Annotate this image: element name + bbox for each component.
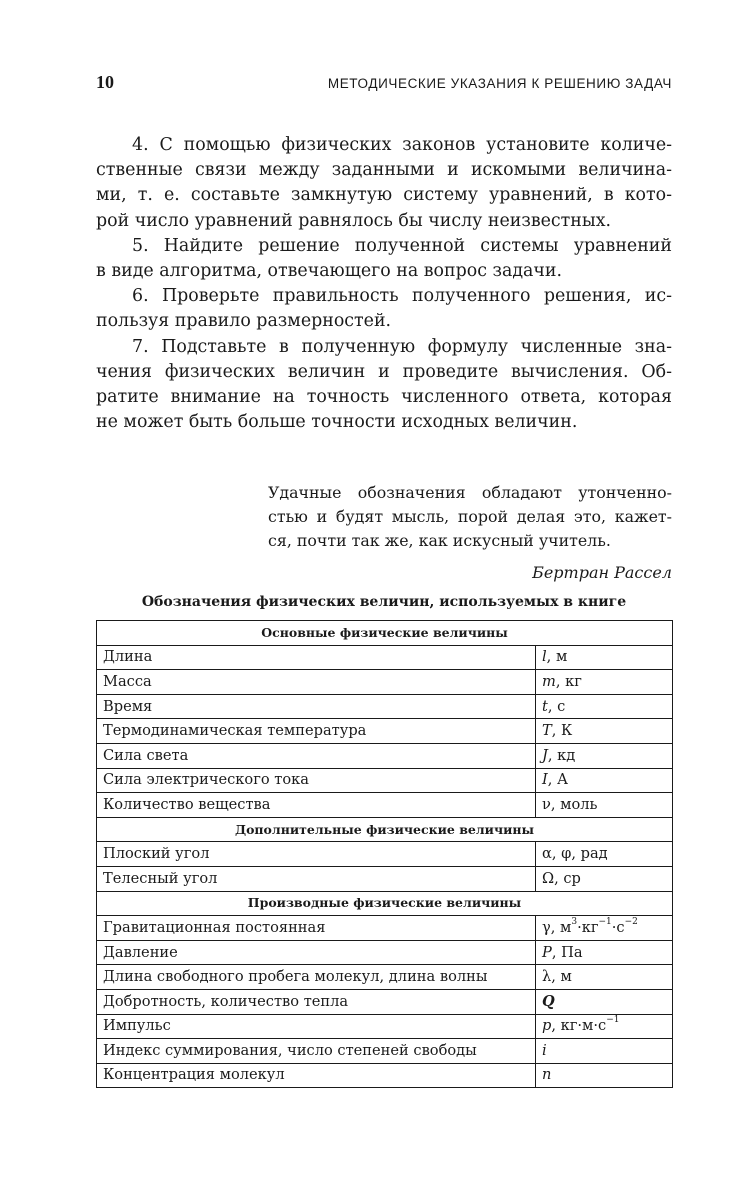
quantity-symbol [536,989,673,1014]
table-row [97,743,673,768]
quantity-name: Индекс суммирования, число степеней свободы [97,1039,536,1064]
table-row [97,989,673,1014]
quantity-name: Гравитационная постоянная [97,916,536,941]
quantity-symbol [536,1014,673,1039]
symbol: m [542,672,556,690]
table-row [97,940,673,965]
symbol: T [542,722,552,740]
quantity-name: Длина [97,645,536,670]
symbol: I [542,771,548,789]
text-line: в виде алгоритма, отвечающего на вопрос задачи. [96,261,563,282]
quantity-name: Сила электрического тока [97,768,536,793]
table-row [97,768,673,793]
quantity-symbol [536,1039,673,1064]
symbol: i [542,1041,547,1059]
quantity-name: Сила света [97,743,536,768]
unit: , м [551,968,572,986]
table-row [97,645,673,670]
quantity-name: Время [97,694,536,719]
table-row [97,793,673,818]
running-title: МЕТОДИЧЕСКИЕ УКАЗАНИЯ К РЕШЕНИЮ ЗАДАЧ [327,76,672,91]
unit: , кд [547,746,576,764]
exponent: −1 [606,1015,620,1026]
unit: , кг·м·с [551,1017,607,1035]
table-row [97,719,673,744]
quantity-name: Импульс [97,1014,536,1039]
symbol: λ [542,968,552,986]
table-row [97,694,673,719]
unit: , моль [550,795,598,813]
quantity-symbol [536,719,673,744]
quantity-symbol [536,743,673,768]
section-header-additional: Дополнительные физические величины [97,817,673,842]
table-caption: Обозначения физических величин, используемых в книге [141,594,627,610]
unit: , К [551,722,573,740]
quantity-name: Телесный угол [97,866,536,891]
quantity-name: Плоский угол [97,842,536,867]
quantity-symbol [536,842,673,867]
table-row [97,866,673,891]
epigraph [268,481,672,553]
table-row [97,916,673,941]
text-line: чения физических величин и проведите вычисления. Об- [96,361,672,382]
unit: , с [547,697,566,715]
quantity-symbol [536,940,673,965]
text-line: 4. С помощью физических законов установите количе- [132,135,672,155]
quantity-name: Давление [97,940,536,965]
table-row [97,1014,673,1039]
quantity-symbol [536,1063,673,1088]
unit: , ср [554,869,581,887]
text-line: рой число уравнений равнялось бы числу неизвестных. [96,210,612,231]
quantity-symbol [536,965,673,990]
table-row [97,965,673,990]
quantity-symbol [536,866,673,891]
quantity-name: Масса [97,670,536,695]
table-row [97,1039,673,1064]
symbol: t [542,697,548,715]
text-line: ми, т. е. составьте замкнутую систему уравнений, в кото- [96,185,672,206]
quantity-symbol [536,670,673,695]
page-header [96,72,672,96]
epigraph-line: стью и будят мысль, порой делая это, кажет- [268,507,672,526]
symbol: P [542,943,552,961]
quantity-name: Длина свободного пробега молекул, длина волны [97,965,536,990]
exponent: 3 [571,917,578,928]
unit: ·с [611,918,625,936]
page-number: 10 [96,72,114,92]
table-row [97,1063,673,1088]
quantity-symbol [536,793,673,818]
exponent: −2 [624,917,638,928]
quantity-symbol [536,768,673,793]
symbol: ν [542,795,551,813]
quantity-name: Добротность, количество тепла [97,989,536,1014]
unit: , Па [551,943,583,961]
quantity-symbol [536,645,673,670]
text-line: пользуя правило размерностей. [96,311,392,332]
symbol: Ω [542,869,555,887]
quantity-symbol [536,694,673,719]
symbol: l [542,648,547,666]
table-section-row [97,891,673,916]
symbol: p [542,1017,552,1035]
symbol: α, φ [542,845,572,863]
instructions-text [96,133,672,435]
section-header-derived: Производные физические величины [97,891,673,916]
quantities-table [96,620,673,1088]
exponent: −1 [598,917,612,928]
symbol: Q [542,992,555,1010]
text-line: 7. Подставьте в полученную формулу численные зна- [132,336,672,357]
section-header-basic: Основные физические величины [97,621,673,646]
symbol: n [542,1066,552,1084]
unit: , м [546,648,568,666]
table-row [97,842,673,867]
epigraph-line: ся, почти так же, как искусный учитель. [268,531,611,550]
quantity-name: Количество вещества [97,793,536,818]
epigraph-line: Удачные обозначения обладают утонченно- [268,483,672,502]
unit: , А [547,771,569,789]
table-section-row [97,817,673,842]
table-row [97,670,673,695]
epigraph-author: Бертран Рассел [532,563,672,582]
unit: , рад [571,845,608,863]
text-line: 5. Найдите решение полученной системы уравнений [132,235,672,256]
unit: ·кг [577,918,599,936]
text-line: 6. Проверьте правильность полученного решения, ис- [132,286,672,307]
quantity-name: Термодинамическая температура [97,719,536,744]
table-section-row [97,621,673,646]
quantity-symbol [536,916,673,941]
quantity-name: Концентрация молекул [97,1063,536,1088]
symbol: J [542,746,548,764]
unit: , кг [555,672,582,690]
text-line: ратите внимание на точность численного ответа, которая [96,387,672,408]
text-line: ственные связи между заданными и искомыми величина- [96,160,672,181]
text-line: не может быть больше точности исходных величин. [96,412,578,433]
unit: , м [550,918,572,936]
symbol: γ [542,918,551,936]
